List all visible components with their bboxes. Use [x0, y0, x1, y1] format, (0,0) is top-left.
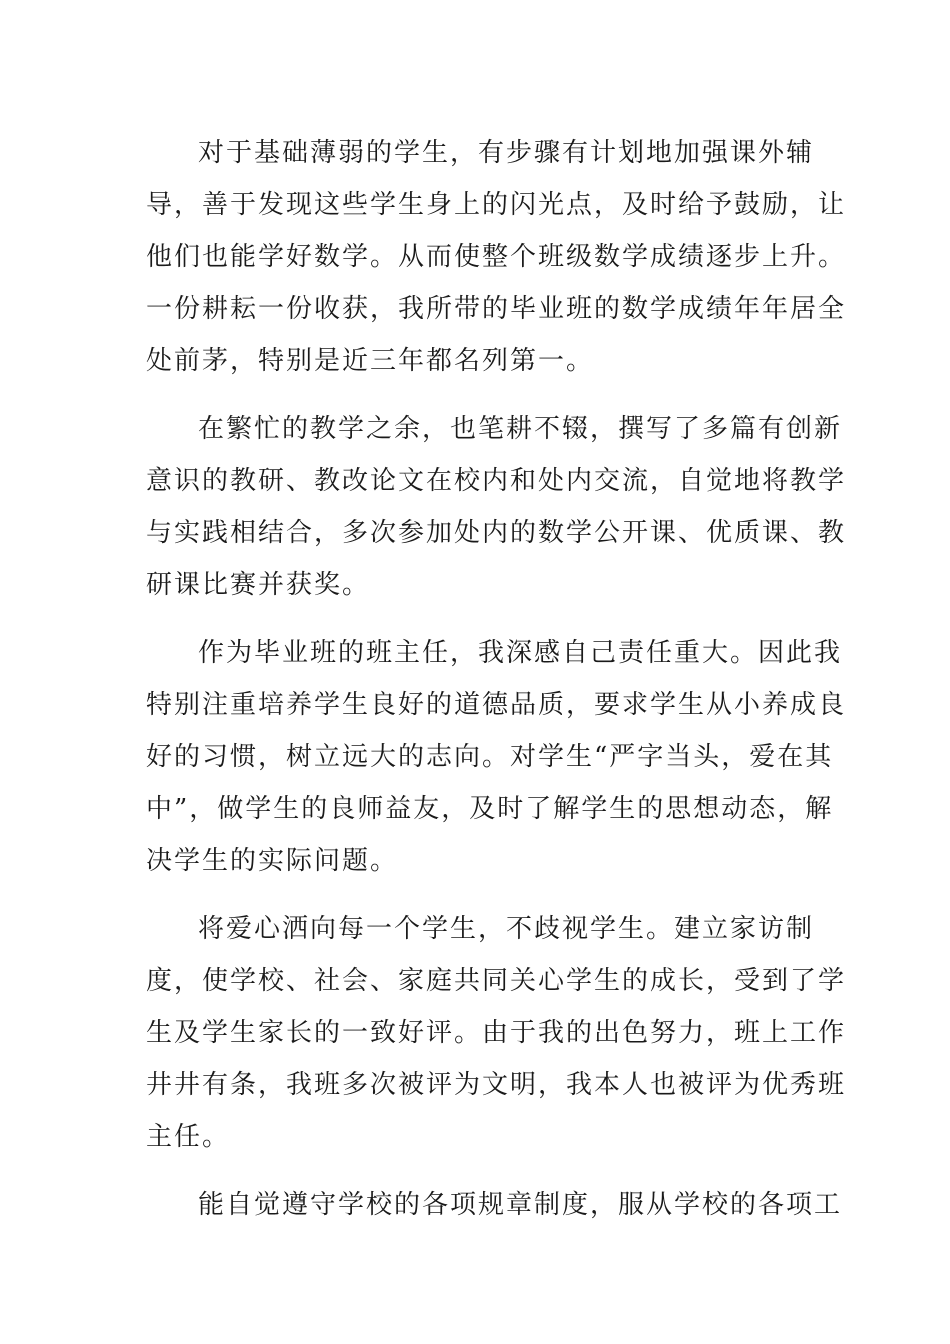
text-line: 处前茅，特别是近三年都名列第一。 — [146, 346, 595, 376]
paragraph-rules — [146, 1179, 843, 1231]
text-line: 能自觉遵守学校的各项规章制度，服从学校的各项工 — [198, 1190, 843, 1220]
text-line: 井井有条，我班多次被评为文明，我本人也被评为优秀班 — [146, 1070, 847, 1100]
text-line: 对于基础薄弱的学生，有步骤有计划地加强课外辅 — [198, 138, 815, 168]
text-line: 他们也能学好数学。从而使整个班级数学成绩逐步上升。 — [146, 242, 847, 272]
text-line: 度，使学校、社会、家庭共同关心学生的成长，受到了学 — [146, 966, 847, 996]
text-line: 中”，做学生的良师益友，及时了解学生的思想动态，解 — [146, 794, 834, 824]
text-line: 导，善于发现这些学生身上的闪光点，及时给予鼓励，让 — [146, 190, 847, 220]
text-line: 作为毕业班的班主任，我深感自己责任重大。因此我 — [198, 638, 843, 668]
paragraph-class-teacher — [146, 627, 847, 887]
text-line: 主任。 — [146, 1122, 231, 1152]
text-line: 将爱心洒向每一个学生，不歧视学生。建立家访制 — [198, 914, 815, 944]
text-line: 与实践相结合，多次参加处内的数学公开课、优质课、教 — [146, 518, 847, 548]
text-line: 生及学生家长的一致好评。由于我的出色努力，班上工作 — [146, 1018, 847, 1048]
text-line: 在繁忙的教学之余，也笔耕不辍，撰写了多篇有创新 — [198, 414, 843, 444]
text-line: 决学生的实际问题。 — [146, 846, 399, 876]
text-line: 特别注重培养学生良好的道德品质，要求学生从小养成良 — [146, 690, 847, 720]
text-line: 意识的教研、教改论文在校内和处内交流，自觉地将教学 — [146, 466, 847, 496]
text-line: 好的习惯，树立远大的志向。对学生“严字当头，爱在其 — [146, 742, 834, 772]
paragraph-home-visits — [146, 903, 847, 1163]
paragraph-tutoring — [146, 127, 847, 387]
text-line: 一份耕耘一份收获，我所带的毕业班的数学成绩年年居全 — [146, 294, 847, 324]
paragraph-research — [146, 403, 847, 611]
text-line: 研课比赛并获奖。 — [146, 570, 371, 600]
document-body — [146, 127, 847, 1247]
